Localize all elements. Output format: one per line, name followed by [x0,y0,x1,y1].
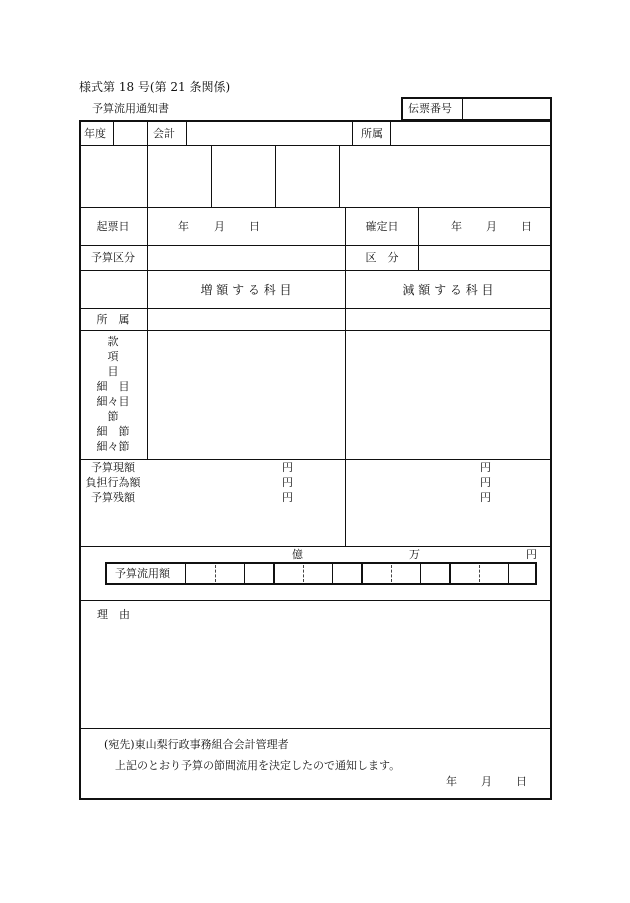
department-field[interactable] [396,128,546,140]
footer-day: 日 [516,775,527,788]
item-saisaimoku: 細々目 [96,395,130,408]
yen-increase-3: 円 [282,491,293,504]
affiliation-label: 所 属 [96,313,130,326]
footer-year: 年 [446,775,457,788]
footer-month: 月 [481,775,492,788]
unit-man: 万 [409,548,420,561]
draft-year: 年 [178,220,189,233]
form-number: 様式第 18 号(第 21 条関係) [79,80,231,94]
item-saisaisetsu: 細々節 [96,440,130,453]
transfer-amount-label: 予算流用額 [115,567,170,580]
account-label: 会計 [153,127,175,140]
item-saimoku: 細 目 [96,380,130,393]
item-setsu: 節 [107,410,119,423]
notice-text: 上記のとおり予算の節間流用を決定したので通知します。 [115,759,401,772]
yen-decrease-1: 円 [480,461,491,474]
fiscal-year-field[interactable] [117,128,143,140]
document-title: 予算流用通知書 [92,102,169,115]
slip-number-field[interactable] [468,103,548,117]
unit-yen: 円 [526,548,537,561]
unit-oku: 億 [292,548,303,561]
increase-heading: 増 額 す る 科 目 [200,283,292,297]
yen-increase-2: 円 [282,476,293,489]
item-saisetsu: 細 節 [96,425,130,438]
fiscal-year-label: 年度 [84,127,106,140]
decrease-heading: 減 額 す る 科 目 [402,283,494,297]
item-kan: 款 [107,335,119,348]
confirm-day: 日 [521,220,532,233]
category-label: 区 分 [365,251,399,264]
yen-increase-1: 円 [282,461,293,474]
confirm-date-label: 確定日 [365,220,399,233]
draft-day: 日 [249,220,260,233]
confirm-year: 年 [451,220,462,233]
addressee: (宛先)東山梨行政事務組合会計管理者 [104,738,289,751]
item-moku: 目 [107,365,119,378]
budget-current-label: 予算現額 [91,461,135,474]
slip-number-label: 伝票番号 [408,102,452,115]
reason-label: 理 由 [97,608,130,621]
account-field[interactable] [192,128,347,140]
budget-remaining-label: 予算残額 [91,491,135,504]
draft-month: 月 [214,220,225,233]
department-label: 所属 [361,127,383,140]
reason-field[interactable] [95,626,545,722]
budget-category-label: 予算区分 [91,251,135,264]
draft-date-label: 起票日 [96,220,130,233]
commitment-label: 負担行為額 [85,476,141,489]
yen-decrease-2: 円 [480,476,491,489]
item-kou: 項 [107,350,119,363]
confirm-month: 月 [486,220,497,233]
transfer-amount-digits[interactable] [188,565,533,582]
yen-decrease-3: 円 [480,491,491,504]
